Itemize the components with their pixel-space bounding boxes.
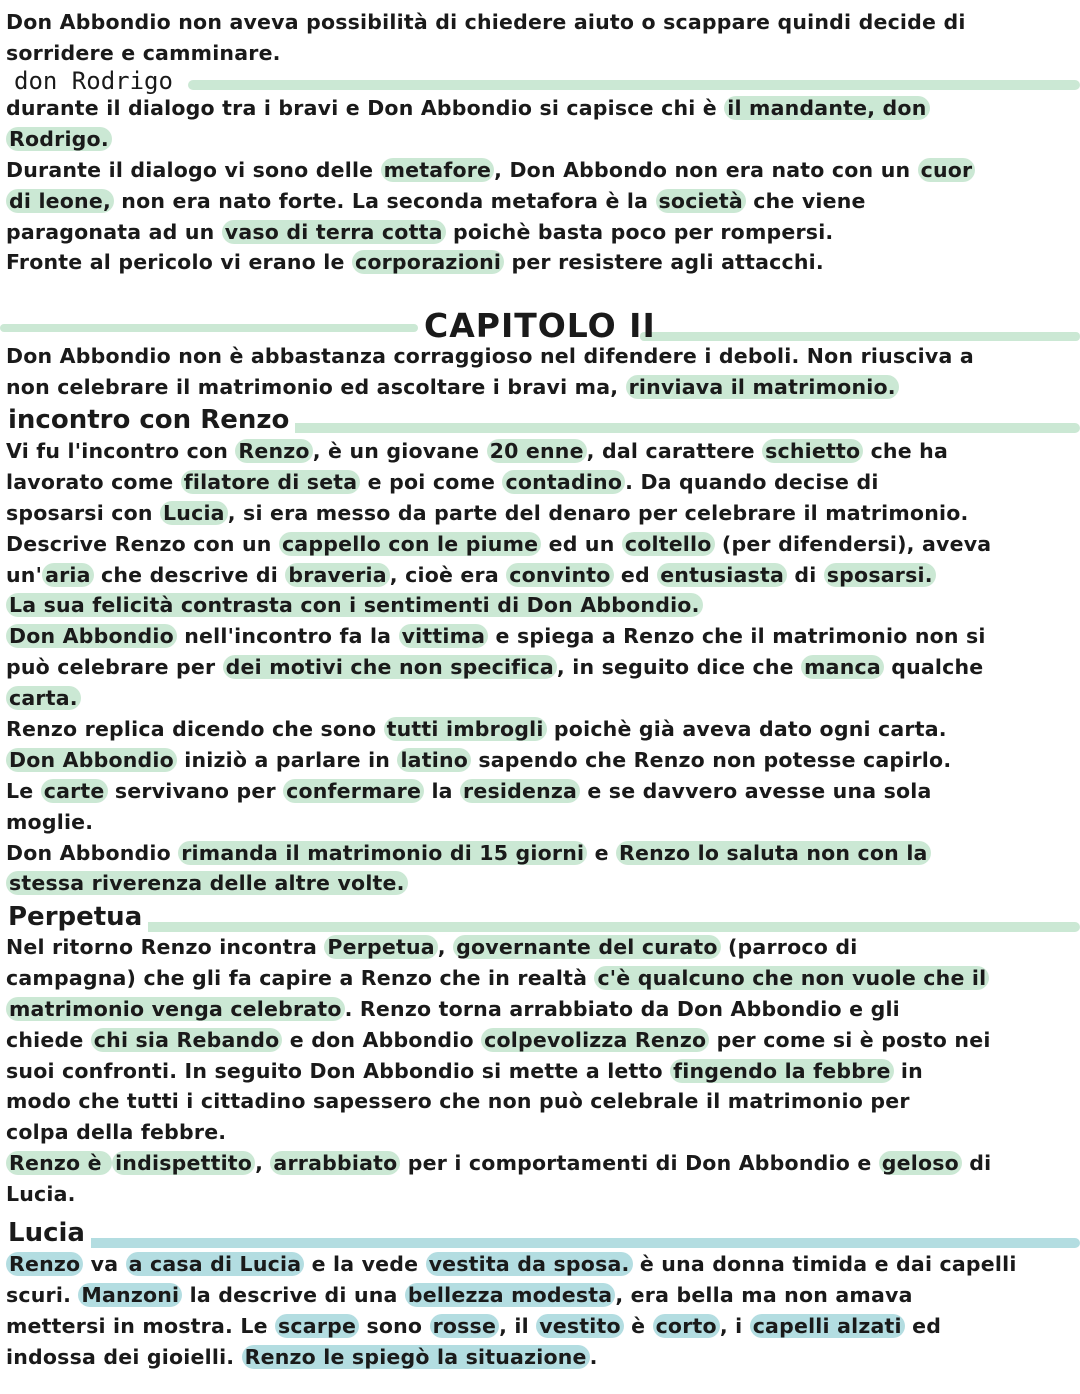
text-line	[6, 124, 1074, 155]
text-run: e la vede	[304, 1252, 426, 1276]
highlighted-text: latino	[397, 748, 471, 772]
text-run: , Don Abbondo non era nato con un	[494, 157, 918, 182]
chapter-title: CAPITOLO II	[424, 306, 656, 345]
paragraph-lucia	[6, 1249, 1074, 1373]
highlighted-text: rosse	[430, 1314, 500, 1338]
text-run: di	[961, 1151, 992, 1176]
highlighted-text: Rodrigo.	[6, 127, 112, 151]
highlighted-text: Renzo	[235, 439, 312, 463]
highlighted-text: bellezza modesta	[405, 1283, 615, 1307]
text-run: (parroco di	[720, 935, 858, 959]
highlighted-text: vestita da sposa.	[426, 1252, 633, 1276]
text-line	[6, 1086, 1074, 1117]
text-line	[6, 498, 1074, 529]
text-line	[6, 1249, 1074, 1280]
heading-label: don Rodrigo	[14, 66, 179, 96]
highlighted-text: chi sia Rebando	[91, 1028, 283, 1052]
text-run: poichè già aveva dato ogni carta.	[546, 717, 947, 742]
heading-underline	[188, 80, 1080, 90]
text-line	[6, 372, 1074, 403]
highlighted-text: di leone,	[6, 189, 114, 213]
heading-label: Perpetua	[8, 902, 148, 932]
text-run: e don Abbondio	[282, 1027, 482, 1052]
highlighted-text: convinto	[506, 563, 613, 587]
highlighted-text: indispettito	[112, 1151, 255, 1175]
highlighted-text: scarpe	[275, 1314, 359, 1338]
text-line	[6, 621, 1074, 652]
text-run: in	[893, 1058, 923, 1083]
highlighted-text: entusiasta	[657, 563, 787, 587]
text-run: Nel ritorno Renzo incontra	[6, 935, 325, 959]
heading-underline	[246, 423, 1080, 433]
text-run: Fronte al pericolo vi erano le	[6, 250, 352, 275]
paragraph-renzo	[6, 436, 1074, 899]
text-line	[6, 683, 1074, 714]
text-run: non era nato forte. La seconda metafora è la	[113, 188, 656, 213]
text-line	[6, 1280, 1074, 1311]
highlighted-text: Don Abbondio	[6, 748, 177, 772]
highlighted-text: braveria	[285, 563, 389, 587]
text-run: ,	[255, 1151, 271, 1176]
chapter-bar-right	[640, 332, 1080, 341]
highlighted-text: capelli alzati	[750, 1314, 905, 1338]
highlighted-text: c'è qualcuno che non vuole che il	[594, 966, 989, 990]
highlighted-text: società	[656, 189, 746, 213]
paragraph-perpetua	[6, 932, 1074, 1210]
text-line	[6, 807, 1074, 838]
text-run: iniziò a parlare in	[176, 747, 398, 772]
text-run: e spiega a Renzo che il matrimonio non si	[488, 624, 986, 649]
text-run: paragonata ad un	[6, 219, 222, 244]
text-run: Durante il dialogo vi sono delle	[6, 157, 381, 182]
highlighted-text: La sua felicità contrasta con i sentimenti di Don Abbondio.	[6, 593, 703, 617]
text-line	[6, 1311, 1074, 1342]
highlighted-text: cappello con le piume	[279, 532, 541, 556]
text-run: che descrive di	[93, 562, 286, 587]
highlighted-text: vittima	[399, 624, 489, 648]
text-line	[6, 247, 1074, 278]
text-run: che viene	[745, 188, 866, 213]
text-run: moglie.	[6, 809, 94, 834]
highlighted-text: Perpetua	[324, 935, 437, 959]
text-run: ed	[613, 562, 658, 587]
text-line	[6, 590, 1074, 621]
text-line	[6, 155, 1074, 186]
text-run: , cioè era	[389, 562, 507, 587]
text-run: di	[786, 562, 824, 587]
text-run: non celebrare il matrimonio ed ascoltare i bravi ma,	[6, 374, 626, 399]
highlighted-text: manca	[801, 655, 884, 679]
text-line	[6, 467, 1074, 498]
chapter-bar-left	[0, 324, 418, 332]
highlighted-text: cuor	[918, 158, 976, 182]
text-line	[6, 714, 1074, 745]
text-run: un'	[6, 562, 43, 587]
text-run: e	[587, 840, 617, 865]
text-run: colpa della febbre.	[6, 1120, 227, 1145]
text-run: poichè basta poco per rompersi.	[445, 219, 834, 244]
highlighted-text: Lucia	[160, 501, 228, 525]
highlighted-text: sposarsi.	[824, 563, 936, 587]
text-line	[6, 529, 1074, 560]
text-line	[6, 1025, 1074, 1056]
text-run: .	[589, 1344, 598, 1369]
text-line	[6, 868, 1074, 899]
highlighted-text: filatore di seta	[181, 470, 361, 494]
text-run: servivano per	[107, 778, 284, 803]
text-line	[6, 652, 1074, 683]
highlighted-text: Renzo lo saluta non con la	[616, 841, 931, 865]
section-heading-lucia	[0, 1218, 1080, 1252]
highlighted-text: rimanda il matrimonio di 15 giorni	[178, 841, 587, 865]
text-run: nell'incontro fa la	[176, 624, 399, 649]
text-line	[6, 1179, 1074, 1210]
highlighted-text: dei motivi che non specifica	[223, 655, 557, 679]
text-line	[6, 776, 1074, 807]
text-line	[6, 1342, 1074, 1373]
highlighted-text: vestito	[536, 1314, 624, 1338]
text-line	[6, 341, 1074, 372]
paragraph-rodrigo	[6, 93, 1074, 278]
text-line	[6, 186, 1074, 217]
text-run: per come si è posto nei	[709, 1027, 991, 1052]
section-heading-renzo	[0, 405, 1080, 439]
text-run: chiede	[6, 1027, 91, 1052]
text-line	[6, 1056, 1074, 1087]
highlighted-text: governante del curato	[453, 935, 721, 959]
text-line	[6, 994, 1074, 1025]
text-run: campagna) che gli fa capire a Renzo che in realtà	[6, 965, 595, 990]
highlighted-text: carta.	[6, 686, 81, 710]
text-run: qualche	[883, 655, 984, 680]
text-line	[6, 1117, 1074, 1148]
text-run: la descrive di una	[182, 1282, 405, 1307]
text-run: , i	[719, 1313, 750, 1338]
text-line	[6, 436, 1074, 467]
text-line	[6, 560, 1074, 591]
text-line	[6, 93, 1074, 124]
highlighted-text: matrimonio venga celebrato	[6, 997, 345, 1021]
heading-underline	[120, 922, 1080, 932]
text-run: modo che tutti i cittadino sapessero che non può celebrale il matrimonio per	[6, 1089, 910, 1114]
highlighted-text: coltello	[622, 532, 715, 556]
text-run: , in seguito dice che	[556, 655, 802, 680]
highlighted-text: contadino	[502, 470, 625, 494]
text-line	[6, 217, 1074, 248]
highlighted-text: residenza	[460, 779, 580, 803]
highlighted-text: a casa di Lucia	[126, 1252, 305, 1276]
text-run: , era bella ma non amava	[615, 1282, 913, 1307]
text-run: Don Abbondio non è abbastanza corraggioso nel difendere i deboli. Non riusciva a	[6, 344, 974, 368]
text-run: va	[83, 1252, 126, 1276]
text-run: Le	[6, 778, 41, 803]
text-run: per resistere agli attacchi.	[504, 250, 824, 275]
highlighted-text: geloso	[879, 1151, 962, 1175]
text-line	[6, 38, 1074, 69]
text-run: per i comportamenti di Don Abbondio e	[400, 1151, 879, 1176]
text-run: . Renzo torna arrabbiato da Don Abbondio e gli	[344, 996, 900, 1021]
text-run: indossa dei gioielli.	[6, 1344, 242, 1369]
highlighted-text: carte	[41, 779, 108, 803]
text-run: scuri.	[6, 1282, 79, 1307]
heading-label: Lucia	[8, 1218, 91, 1248]
text-run: sapendo che Renzo non potesse capirlo.	[471, 747, 952, 772]
text-run: Don Abbondio	[6, 840, 179, 865]
text-line	[6, 963, 1074, 994]
text-line	[6, 932, 1074, 963]
text-run: lavorato come	[6, 469, 181, 494]
highlighted-text: Renzo è	[6, 1151, 112, 1175]
highlighted-text: stessa riverenza delle altre volte.	[6, 871, 408, 895]
text-line	[6, 745, 1074, 776]
paragraph-intro	[6, 7, 1074, 69]
text-run: la	[424, 778, 461, 803]
highlighted-text: Don Abbondio	[6, 624, 177, 648]
text-run: sposarsi con	[6, 500, 161, 525]
text-run: , il	[499, 1313, 537, 1338]
highlighted-text: arrabbiato	[270, 1151, 400, 1175]
highlighted-text: Renzo le spiegò la situazione	[242, 1345, 590, 1369]
text-run: è	[623, 1313, 653, 1338]
heading-underline	[72, 1238, 1080, 1248]
text-run: è una donna timida e dai capelli	[632, 1252, 1017, 1276]
text-run: . Da quando decise di	[625, 469, 879, 494]
text-run: e se davvero avesse una sola	[580, 778, 932, 803]
text-line	[6, 1148, 1074, 1179]
text-run: ,	[437, 935, 454, 959]
text-run: e poi come	[360, 469, 503, 494]
highlighted-text: fingendo la febbre	[670, 1059, 893, 1083]
text-run: , è un giovane	[312, 439, 487, 463]
highlighted-text: rinviava il matrimonio.	[626, 375, 899, 399]
text-run: sorridere e camminare.	[6, 40, 281, 65]
text-run: , si era messo da parte del denaro per celebrare il matrimonio.	[227, 500, 969, 525]
text-line	[6, 7, 1074, 38]
highlighted-text: Manzoni	[78, 1283, 182, 1307]
chapter-heading	[0, 306, 1080, 346]
text-run: , dal carattere	[586, 439, 763, 463]
highlighted-text: vaso di terra cotta	[222, 220, 446, 244]
section-heading-perpetua	[0, 902, 1080, 936]
highlighted-text: metafore	[381, 158, 495, 182]
text-run: Lucia.	[6, 1182, 76, 1207]
highlighted-text: confermare	[283, 779, 424, 803]
text-run: mettersi in mostra. Le	[6, 1313, 276, 1338]
text-run: suoi confronti. In seguito Don Abbondio si mette a letto	[6, 1058, 671, 1083]
highlighted-text: tutti imbrogli	[384, 717, 547, 741]
text-run: ed un	[541, 531, 622, 556]
text-run: durante il dialogo tra i bravi e Don Abbondio si capisce chi è	[6, 96, 725, 120]
highlighted-text: aria	[42, 563, 94, 587]
text-run: Renzo replica dicendo che sono	[6, 717, 384, 742]
text-run: sono	[359, 1313, 430, 1338]
highlighted-text: colpevolizza Renzo	[481, 1028, 709, 1052]
text-run: ed	[904, 1313, 942, 1338]
text-line	[6, 838, 1074, 869]
paragraph-chapter-intro	[6, 341, 1074, 403]
highlighted-text: Renzo	[6, 1252, 83, 1276]
highlighted-text: 20 enne	[487, 439, 587, 463]
highlighted-text: schietto	[762, 439, 863, 463]
highlighted-text: il mandante, don	[724, 96, 929, 120]
text-run: può celebrare per	[6, 655, 223, 680]
text-run: che ha	[863, 439, 948, 463]
text-run: Don Abbondio non aveva possibilità di chiedere aiuto o scappare quindi decide di	[6, 10, 966, 34]
text-run: Vi fu l'incontro con	[6, 439, 236, 463]
highlighted-text: corporazioni	[352, 250, 504, 274]
text-run: (per difendersi), aveva	[714, 531, 992, 556]
text-run: Descrive Renzo con un	[6, 531, 279, 556]
heading-label: incontro con Renzo	[8, 405, 295, 435]
highlighted-text: corto	[653, 1314, 720, 1338]
